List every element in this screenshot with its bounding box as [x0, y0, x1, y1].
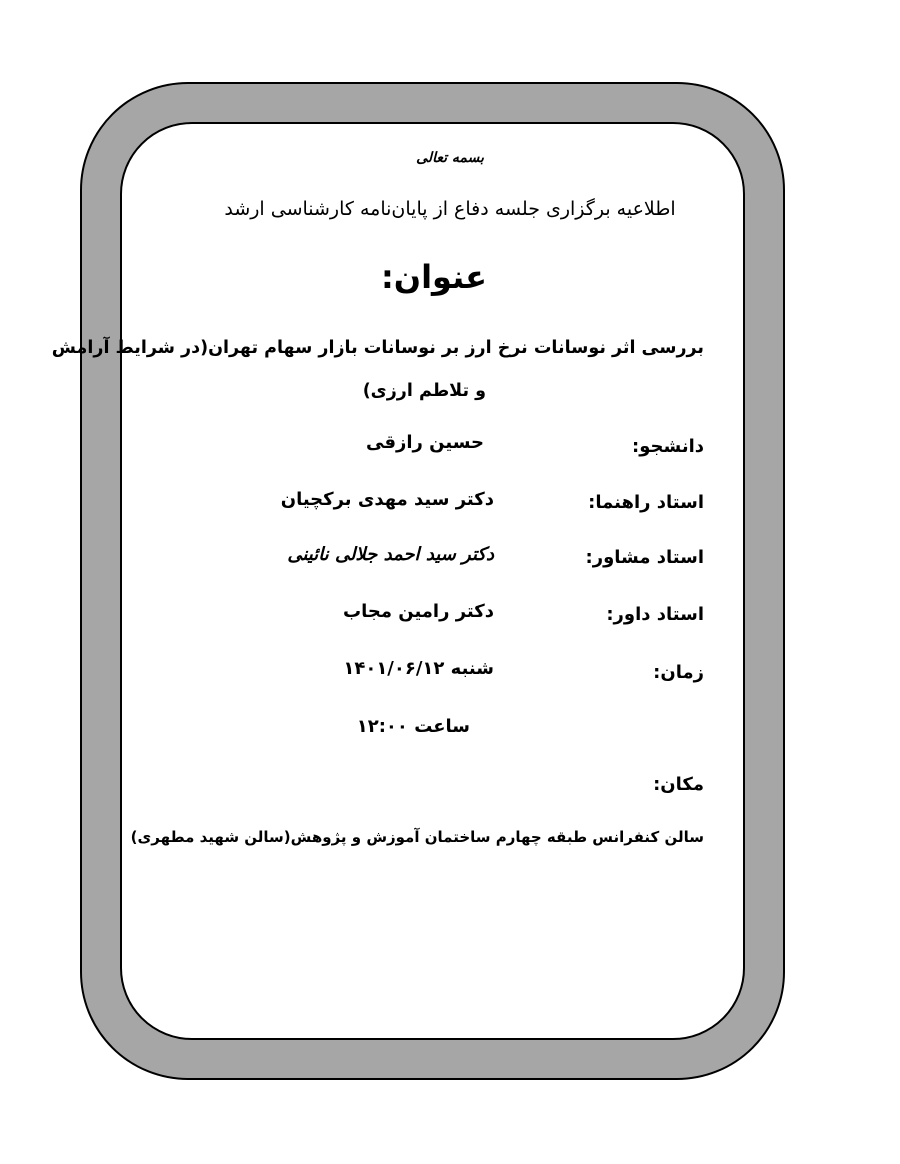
announcement-title: اطلاعیه برگزاری جلسه دفاع از پایان‌نامه کارشناسی ارشد — [224, 198, 676, 220]
advisor-value: دکتر سید احمد جلالی نائینی — [287, 544, 494, 565]
date-label: زمان: — [653, 662, 704, 683]
advisor-label: استاد مشاور: — [585, 547, 704, 568]
time-value: ساعت ۱۲:۰۰ — [356, 716, 470, 737]
venue-label: مکان: — [653, 774, 704, 795]
date-value: شنبه ۱۴۰۱/۰۶/۱۲ — [343, 658, 494, 679]
examiner-label: استاد داور: — [606, 604, 704, 625]
student-label: دانشجو: — [632, 436, 704, 457]
thesis-title-line-1: بررسی اثر نوسانات نرخ ارز بر نوسانات بازار سهام تهران(در شرایط آرامش — [51, 338, 704, 358]
examiner-value: دکتر رامین مجاب — [343, 601, 494, 622]
supervisor-value: دکتر سید مهدی برکچیان — [280, 489, 494, 510]
title-label: عنوان: — [380, 258, 488, 296]
outer-border-frame — [80, 82, 785, 1080]
thesis-title-line-2: و تلاطم ارزی) — [362, 381, 486, 401]
supervisor-label: استاد راهنما: — [588, 492, 704, 513]
invocation-heading: بسمه تعالی — [416, 150, 484, 166]
student-value: حسین رازقی — [366, 432, 484, 453]
venue-value: سالن کنفرانس طبقه چهارم ساختمان آموزش و پژوهش(سالن شهید مطهری) — [130, 828, 704, 846]
